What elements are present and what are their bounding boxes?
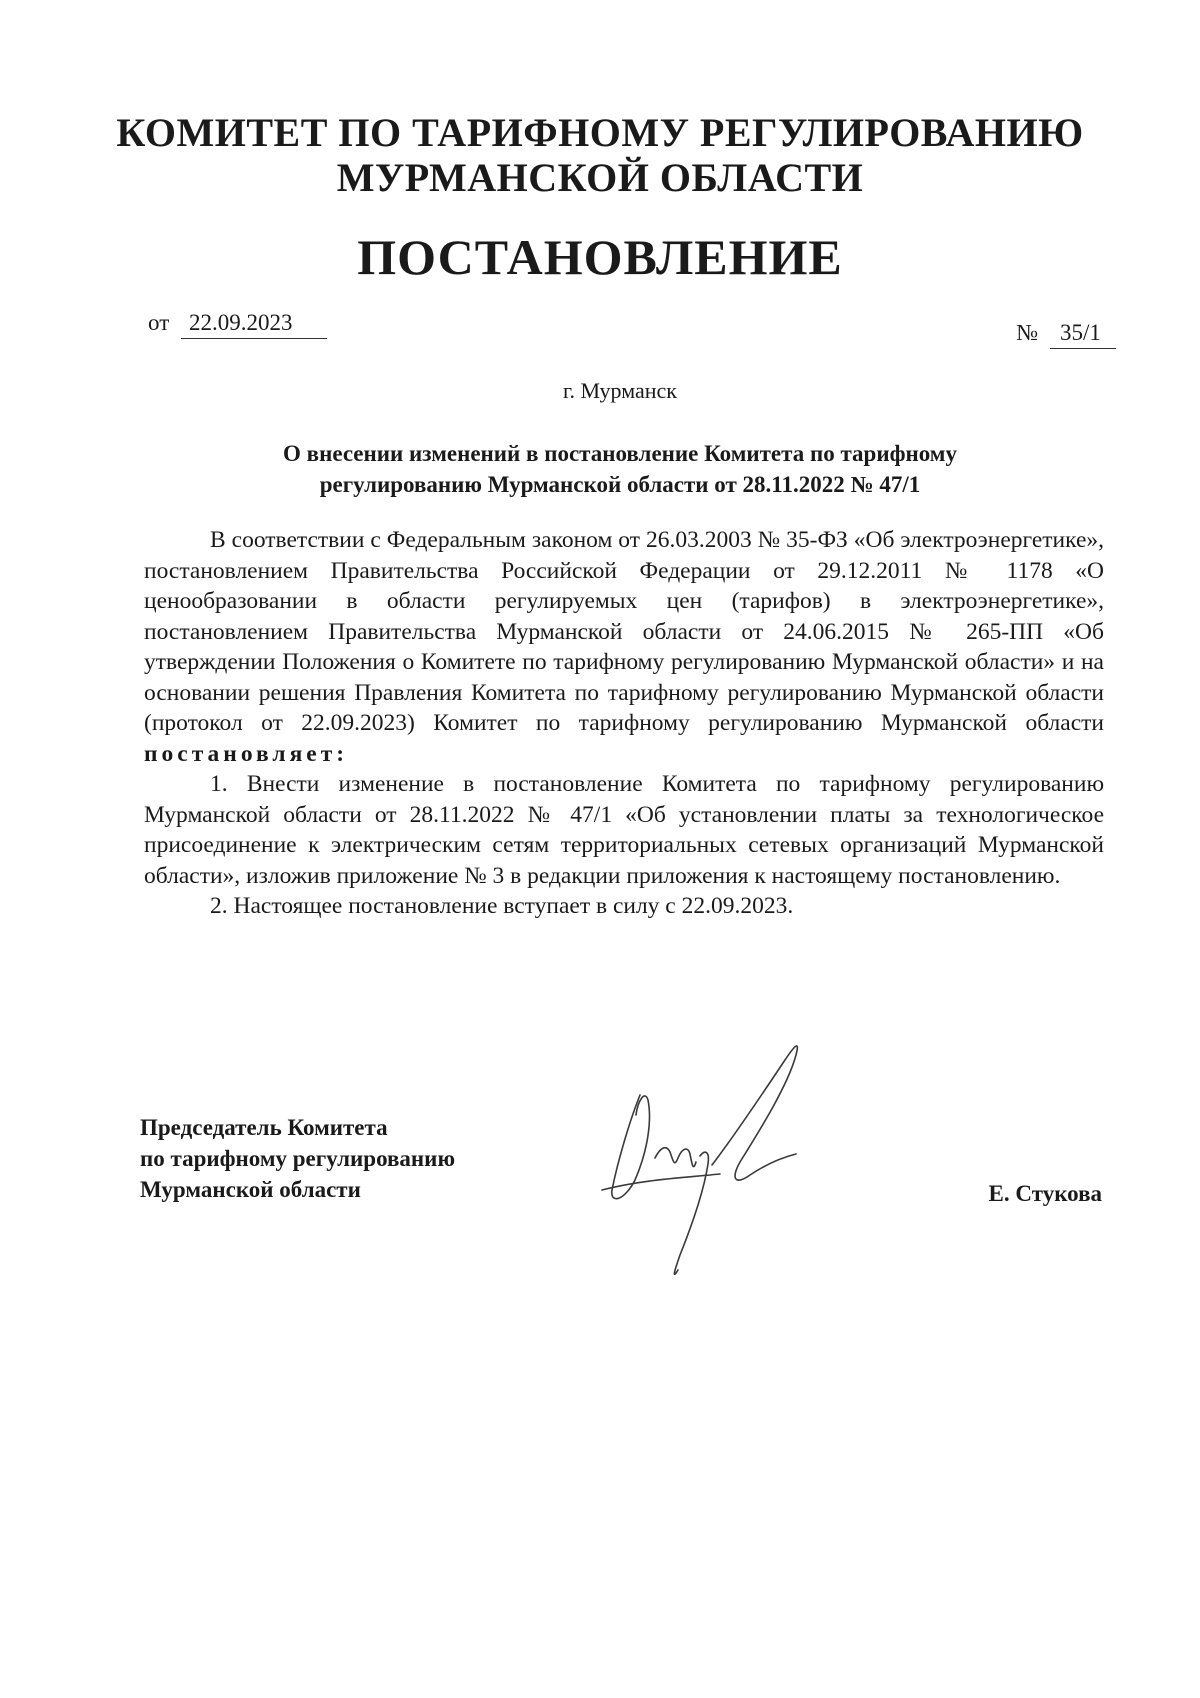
organization-title-line-1: КОМИТЕТ ПО ТАРИФНОМУ РЕГУЛИРОВАНИЮ [116,110,1084,155]
preamble-text: В соответствии с Федеральным законом от 26.03.2003 № 35-ФЗ «Об электроэнергетике», постановлением Правительства Российской Федерации от 29.12.2011 № 1178 «О ценообразовании в области регулируемых цен (тарифов) в электроэнергетике», постановлением Правительства Мурманской области от 24.06.2015 № 265-ПП «Об утверждении Положения о Комитете по тарифному регулированию Мурманской области» и на основании решения Правления Комитета по тарифному регулированию Мурманской области (протокол от 22.09.2023) Комитет по тарифному регулированию Мурманской области [144,527,1104,736]
document-body [144,525,1104,922]
handwritten-signature [600,1040,840,1285]
subject-line-1: О внесении изменений в постановление Комитета по тарифному [283,441,957,466]
resolves-colon: : [336,740,349,767]
signatory-title-line-3: Мурманской области [140,1177,361,1202]
document-subject [0,438,1200,500]
preamble-paragraph [144,525,1104,769]
number-prefix: № [1016,320,1039,345]
signatory-title [140,1112,455,1205]
signer-name: Е. Стукова [988,1181,1102,1206]
document-date [148,310,327,339]
signatory-title-line-1: Председатель Комитета [140,1115,388,1140]
resolves-word: постановляет [144,740,337,767]
number-value: 35/1 [1050,320,1116,349]
document-number [1016,320,1116,349]
subject-line-2: регулированию Мурманской области от 28.11.2022 № 47/1 [319,472,921,497]
item-2-paragraph: 2. Настоящее постановление вступает в силу с 22.09.2023. [210,893,794,919]
organization-title-line-2: МУРМАНСКОЙ ОБЛАСТИ [336,155,864,200]
signatory-title-line-2: по тарифному регулированию [140,1146,456,1171]
date-prefix: от [148,310,170,335]
city-line: г. Мурманск [563,378,677,403]
item-1-paragraph: 1. Внести изменение в постановление Комитета по тарифному регулированию Мурманской области от 28.11.2022 № 47/1 «Об установлении платы за технологическое присоединение к электрическим сетям территориальных сетевых организаций Мурманской области», изложив приложение № 3 в редакции приложения к настоящему постановлению. [144,771,1104,889]
date-value: 22.09.2023 [181,310,327,339]
document-type-title: ПОСТАНОВЛЕНИЕ [357,229,843,285]
